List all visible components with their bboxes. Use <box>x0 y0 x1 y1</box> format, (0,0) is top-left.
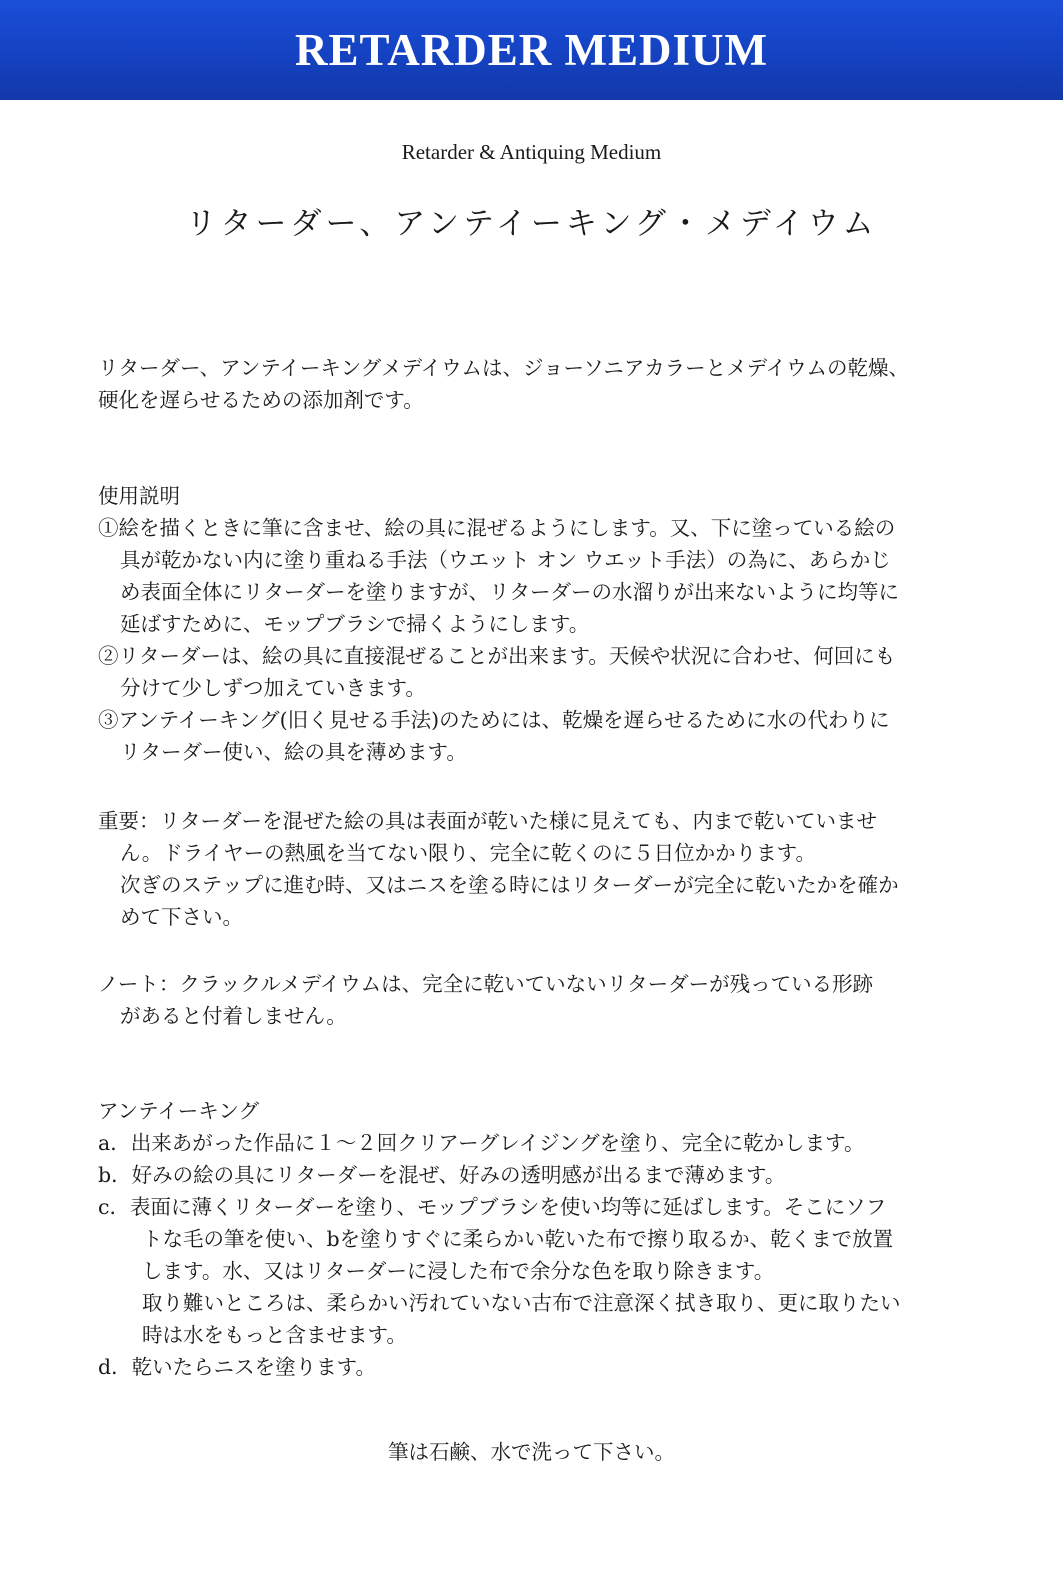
antiquing-step-c-line: c．表面に薄くリターダーを塗り、モップブラシを使い均等に延ばします。そこにソフ <box>98 1195 887 1219</box>
usage-item-1-line: め表面全体にリターダーを塗りますが、リターダーの水溜りが出来ないように均等に <box>120 580 899 604</box>
antiquing-section <box>98 1095 998 1383</box>
antiquing-step-c-line: 取り難いところは、柔らかい汚れていない古布で注意深く拭き取り、更に取りたい <box>142 1291 901 1315</box>
subtitle-english: Retarder & Antiquing Medium <box>401 140 662 164</box>
usage-item-2-line: ②リターダーは、絵の具に直接混ぜることが出来ます。天候や状況に合わせ、何回にも <box>98 644 896 668</box>
usage-item-1-line: 具が乾かない内に塗り重ねる手法（ウエット オン ウエット手法）の為に、あらかじ <box>120 548 891 572</box>
antiquing-step-c-line: します。水、又はリターダーに浸した布で余分な色を取り除きます。 <box>142 1259 775 1283</box>
antiquing-step-b: b．好みの絵の具にリターダーを混ぜ、好みの透明感が出るまで薄めます。 <box>98 1163 786 1187</box>
header-band <box>0 0 1063 100</box>
title-japanese: リターダー、アンテイーキング・メデイウム <box>185 206 878 242</box>
antiquing-step-c <box>98 1191 998 1351</box>
document-title: RETARDER MEDIUM <box>295 25 768 75</box>
important-section <box>98 805 998 933</box>
important-line: 次ぎのステップに進む時、又はニスを塗る時にはリターダーが完全に乾いたかを確か <box>120 873 899 897</box>
usage-item-1 <box>98 512 998 640</box>
footer-note: 筆は石鹸、水で洗って下さい。 <box>388 1440 675 1464</box>
note-section <box>98 968 998 1032</box>
important-line: 重要：リターダーを混ぜた絵の具は表面が乾いた様に見えても、内まで乾いていませ <box>98 809 877 833</box>
antiquing-step-c-line: 時は水をもっと含ませます。 <box>142 1323 407 1347</box>
intro-paragraph <box>98 352 998 416</box>
intro-line: 硬化を遅らせるための添加剤です。 <box>98 388 424 412</box>
intro-line: リターダー、アンテイーキングメデイウムは、ジョーソニアカラーとメデイウムの乾燥、 <box>98 356 909 380</box>
antiquing-heading: アンテイーキング <box>98 1099 260 1123</box>
antiquing-step-c-line: トな毛の筆を使い、bを塗りすぐに柔らかい乾いた布で擦り取るか、乾くまで放置 <box>142 1227 894 1251</box>
note-line: があると付着しません。 <box>120 1004 347 1028</box>
usage-item-3 <box>98 704 998 768</box>
usage-item-3-line: ③アンテイーキング(旧く見せる手法)のためには、乾燥を遅らせるために水の代わりに <box>98 708 890 732</box>
antiquing-step-d: d．乾いたらニスを塗ります。 <box>98 1355 376 1379</box>
usage-section <box>98 480 998 768</box>
usage-item-1-line: 延ばすために、モップブラシで掃くようにします。 <box>120 612 590 636</box>
usage-item-3-line: リターダー使い、絵の具を薄めます。 <box>120 740 467 764</box>
usage-item-2 <box>98 640 998 704</box>
usage-item-1-line: ①絵を描くときに筆に含ませ、絵の具に混ぜるようにします。又、下に塗っている絵の <box>98 516 896 540</box>
antiquing-step-a: a．出来あがった作品に１～２回クリアーグレイジングを塗り、完全に乾かします。 <box>98 1131 865 1155</box>
important-line: めて下さい。 <box>120 905 243 929</box>
usage-item-2-line: 分けて少しずつ加えていきます。 <box>120 676 426 700</box>
important-line: ん。ドライヤーの熱風を当てない限り、完全に乾くのに５日位かかります。 <box>120 841 816 865</box>
usage-heading: 使用説明 <box>98 484 180 508</box>
note-line: ノート：クラックルメデイウムは、完全に乾いていないリターダーが残っている形跡 <box>98 972 874 996</box>
